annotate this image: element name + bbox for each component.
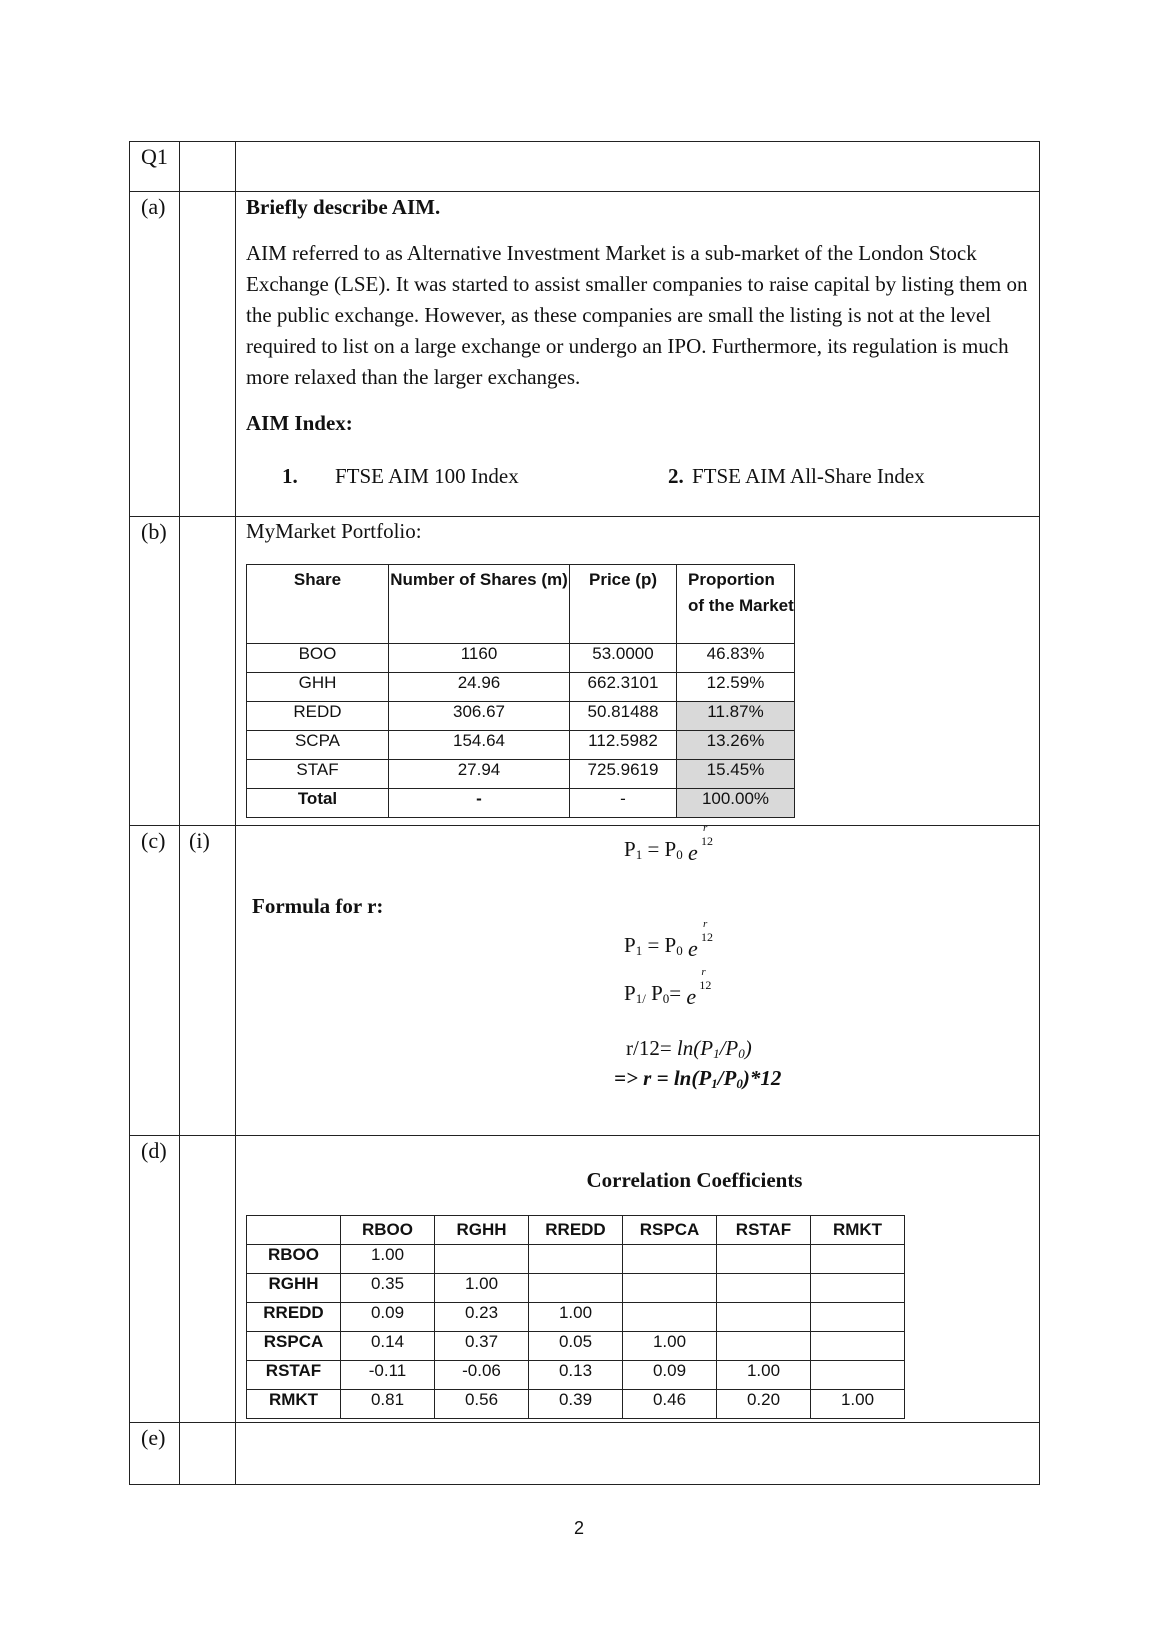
formula-line-4: $r/12= \ln(P_1/P_0)$ bbox=[626, 1036, 752, 1061]
portfolio-row bbox=[247, 702, 795, 731]
correlation-row bbox=[247, 1274, 905, 1303]
part-d-label: (d) bbox=[130, 1136, 180, 1423]
portfolio-cell: REDD bbox=[247, 702, 389, 731]
correlation-column-header: RBOO bbox=[341, 1216, 435, 1245]
correlation-cell: 1.00 bbox=[341, 1245, 435, 1274]
correlation-cell bbox=[717, 1274, 811, 1303]
correlation-cell bbox=[529, 1245, 623, 1274]
portfolio-cell: 1160 bbox=[389, 644, 570, 673]
index-1-number: 1. bbox=[282, 464, 298, 488]
correlation-cell bbox=[811, 1274, 905, 1303]
portfolio-total-cell: - bbox=[570, 789, 677, 818]
portfolio-cell: 46.83% bbox=[677, 644, 795, 673]
formula-block bbox=[236, 822, 1039, 1135]
portfolio-header: Proportion of the Market bbox=[677, 565, 795, 644]
correlation-header-row bbox=[247, 1216, 905, 1245]
portfolio-cell: GHH bbox=[247, 673, 389, 702]
part-c-row bbox=[130, 826, 1040, 1136]
correlation-cell: 0.46 bbox=[623, 1390, 717, 1419]
portfolio-cell: 24.96 bbox=[389, 673, 570, 702]
correlation-cell bbox=[623, 1245, 717, 1274]
exponential-term: e r 12 bbox=[687, 918, 713, 961]
aim-index-heading: AIM Index: bbox=[246, 411, 353, 435]
portfolio-header: Number of Shares (m) bbox=[389, 565, 570, 644]
correlation-row-header: RGHH bbox=[247, 1274, 341, 1303]
correlation-cell: 1.00 bbox=[623, 1332, 717, 1361]
portfolio-cell: 306.67 bbox=[389, 702, 570, 731]
correlation-row-header: RMKT bbox=[247, 1390, 341, 1419]
portfolio-cell: 15.45% bbox=[677, 760, 795, 789]
exponential-term: e r 12 bbox=[687, 822, 713, 865]
portfolio-title: MyMarket Portfolio: bbox=[246, 519, 422, 543]
correlation-cell: 0.05 bbox=[529, 1332, 623, 1361]
correlation-cell: 0.14 bbox=[341, 1332, 435, 1361]
part-b-label: (b) bbox=[130, 517, 180, 826]
correlation-cell bbox=[717, 1303, 811, 1332]
correlation-cell: 1.00 bbox=[811, 1390, 905, 1419]
exponential-term: e r 12 bbox=[686, 966, 712, 1009]
part-d-row bbox=[130, 1136, 1040, 1423]
correlation-table bbox=[246, 1215, 905, 1419]
correlation-cell: 0.56 bbox=[435, 1390, 529, 1419]
part-c-sub-label: (i) bbox=[180, 826, 236, 1136]
correlation-cell: 1.00 bbox=[529, 1303, 623, 1332]
correlation-cell bbox=[811, 1245, 905, 1274]
correlation-row-header: RSTAF bbox=[247, 1361, 341, 1390]
correlation-title: Correlation Coefficients bbox=[586, 1168, 803, 1192]
portfolio-cell: 27.94 bbox=[389, 760, 570, 789]
portfolio-row bbox=[247, 644, 795, 673]
portfolio-cell: BOO bbox=[247, 644, 389, 673]
correlation-cell: 0.09 bbox=[341, 1303, 435, 1332]
correlation-cell bbox=[623, 1274, 717, 1303]
correlation-cell: 0.23 bbox=[435, 1303, 529, 1332]
index-2-text: FTSE AIM All-Share Index bbox=[692, 464, 925, 488]
formula-line-3: $P_{1/}$ $P_0=$ e r 12 bbox=[624, 980, 722, 1007]
portfolio-cell: 11.87% bbox=[677, 702, 795, 731]
index-1-text: FTSE AIM 100 Index bbox=[335, 464, 519, 488]
portfolio-cell: STAF bbox=[247, 760, 389, 789]
portfolio-cell: 12.59% bbox=[677, 673, 795, 702]
part-a-label: (a) bbox=[130, 192, 180, 517]
portfolio-table bbox=[246, 564, 795, 818]
formula-line-1: $P_1 = P_0$ e r 12 bbox=[624, 836, 724, 863]
correlation-row-header: RSPCA bbox=[247, 1332, 341, 1361]
portfolio-cell: 50.81488 bbox=[570, 702, 677, 731]
correlation-column-header: RSTAF bbox=[717, 1216, 811, 1245]
q1-row bbox=[130, 142, 1040, 192]
portfolio-total-cell: - bbox=[389, 789, 570, 818]
correlation-body bbox=[247, 1245, 905, 1419]
portfolio-cell: 662.3101 bbox=[570, 673, 677, 702]
correlation-cell: 0.35 bbox=[341, 1274, 435, 1303]
portfolio-cell: 112.5982 bbox=[570, 731, 677, 760]
part-c-label: (c) bbox=[130, 826, 180, 1136]
correlation-column-header: RMKT bbox=[811, 1216, 905, 1245]
correlation-row-header: RBOO bbox=[247, 1245, 341, 1274]
correlation-cell: 0.39 bbox=[529, 1390, 623, 1419]
portfolio-total-cell: Total bbox=[247, 789, 389, 818]
part-e-row bbox=[130, 1423, 1040, 1485]
portfolio-row bbox=[247, 673, 795, 702]
correlation-cell bbox=[811, 1303, 905, 1332]
formula-line-2: $P_1 = P_0$ e r 12 bbox=[624, 932, 724, 959]
correlation-cell: 0.37 bbox=[435, 1332, 529, 1361]
correlation-cell bbox=[435, 1245, 529, 1274]
correlation-cell bbox=[717, 1332, 811, 1361]
portfolio-row bbox=[247, 731, 795, 760]
aim-description: AIM referred to as Alternative Investment Market is a sub-market of the London Stock Exchange (LSE). It was started to assist smaller companies to raise capital by listing them on the public exchange. However, as these companies are small the listing is not at the level required to list on a large exchange or undergo an IPO. Furthermore, its regulation is much more relaxed than the larger exchanges. bbox=[246, 241, 1028, 389]
question-label: Q1 bbox=[130, 142, 180, 192]
part-c-content bbox=[236, 822, 1040, 1136]
correlation-row bbox=[247, 1390, 905, 1419]
portfolio-cell: 13.26% bbox=[677, 731, 795, 760]
portfolio-row bbox=[247, 760, 795, 789]
correlation-cell: 0.09 bbox=[623, 1361, 717, 1390]
portfolio-total-row bbox=[247, 789, 795, 818]
correlation-cell bbox=[717, 1245, 811, 1274]
part-e-label: (e) bbox=[130, 1423, 180, 1485]
correlation-cell: 0.13 bbox=[529, 1361, 623, 1390]
correlation-column-header: RGHH bbox=[435, 1216, 529, 1245]
correlation-row-header: RREDD bbox=[247, 1303, 341, 1332]
correlation-row bbox=[247, 1245, 905, 1274]
portfolio-header: Price (p) bbox=[570, 565, 677, 644]
portfolio-cell: 154.64 bbox=[389, 731, 570, 760]
part-a-heading: Briefly describe AIM. bbox=[246, 195, 441, 219]
part-b-content bbox=[236, 517, 1040, 826]
part-d-content bbox=[236, 1136, 1040, 1423]
correlation-cell: -0.11 bbox=[341, 1361, 435, 1390]
correlation-cell bbox=[623, 1303, 717, 1332]
portfolio-total-cell: 100.00% bbox=[677, 789, 795, 818]
portfolio-header-row bbox=[247, 565, 795, 644]
portfolio-cell: SCPA bbox=[247, 731, 389, 760]
correlation-cell bbox=[811, 1332, 905, 1361]
portfolio-cell: 725.9619 bbox=[570, 760, 677, 789]
formula-heading: Formula for r: bbox=[252, 894, 384, 918]
part-a-row bbox=[130, 192, 1040, 517]
correlation-cell: 1.00 bbox=[717, 1361, 811, 1390]
correlation-cell: 0.20 bbox=[717, 1390, 811, 1419]
part-b-row bbox=[130, 517, 1040, 826]
correlation-column-header: RREDD bbox=[529, 1216, 623, 1245]
correlation-cell: -0.06 bbox=[435, 1361, 529, 1390]
correlation-row bbox=[247, 1361, 905, 1390]
page-number: 2 bbox=[573, 1518, 584, 1538]
correlation-row bbox=[247, 1303, 905, 1332]
aim-index-list bbox=[246, 450, 1029, 502]
correlation-cell bbox=[529, 1274, 623, 1303]
index-2-number: 2. bbox=[668, 464, 684, 488]
correlation-column-header: RSPCA bbox=[623, 1216, 717, 1245]
correlation-cell: 1.00 bbox=[435, 1274, 529, 1303]
formula-result: => $r = \ln(P_1/P_0)*12$ bbox=[614, 1066, 782, 1091]
correlation-row bbox=[247, 1332, 905, 1361]
correlation-cell bbox=[811, 1361, 905, 1390]
portfolio-header: Share bbox=[247, 565, 389, 644]
correlation-cell: 0.81 bbox=[341, 1390, 435, 1419]
part-a-content bbox=[236, 192, 1040, 517]
portfolio-cell: 53.0000 bbox=[570, 644, 677, 673]
question-table bbox=[129, 141, 1040, 1485]
